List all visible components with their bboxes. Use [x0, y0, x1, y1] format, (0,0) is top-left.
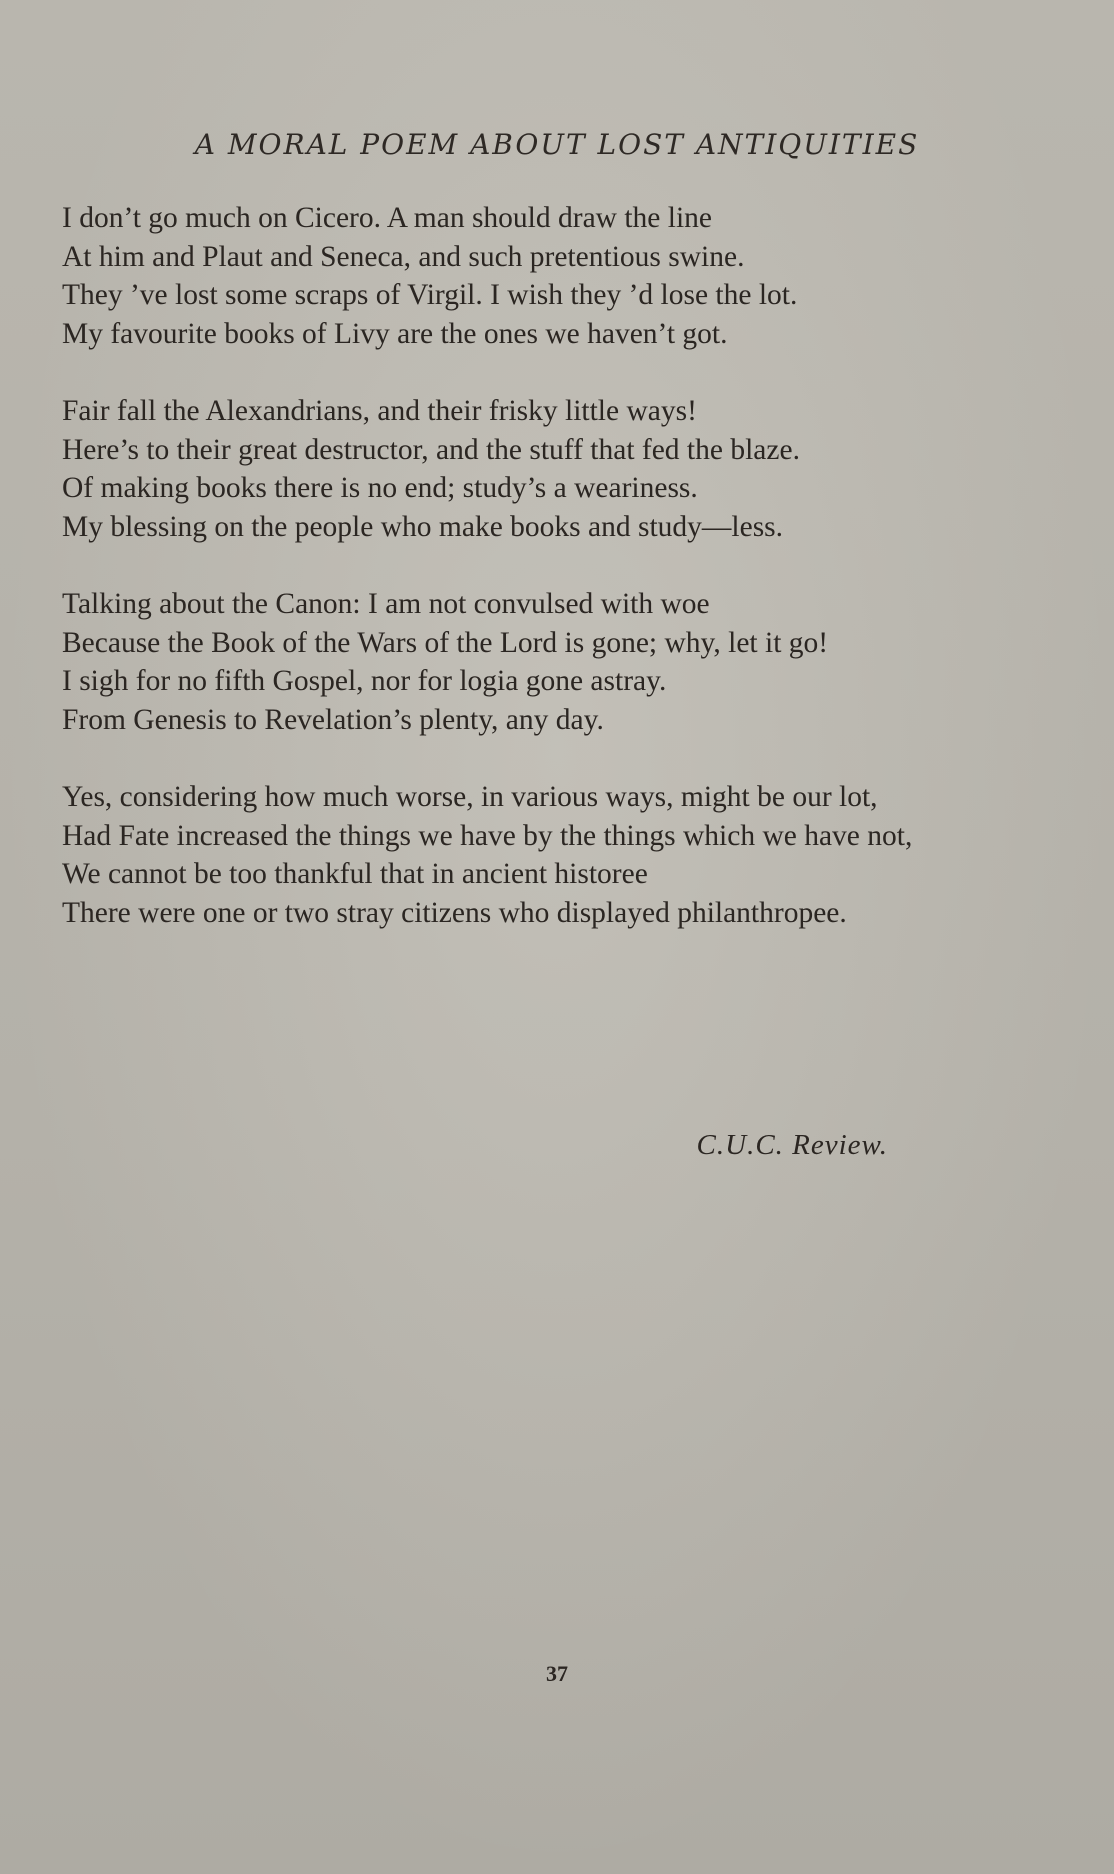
poem-title: A MORAL POEM ABOUT LOST ANTIQUITIES: [194, 128, 920, 161]
poem-line: Of making books there is no end; study’s a weariness.: [62, 472, 698, 504]
poem-line: My blessing on the people who make books and study—less.: [62, 510, 784, 543]
poem-line: At him and Plaut and Seneca, and such pretentious swine.: [62, 240, 745, 273]
poem-line: From Genesis to Revelation’s plenty, any day.: [62, 703, 604, 736]
poem-line: There were one or two stray citizens who displayed philanthropee.: [62, 896, 847, 929]
poem-line: Had Fate increased the things we have by the things which we have not,: [62, 819, 913, 852]
poem-line: I don’t go much on Cicero. A man should draw the line: [62, 202, 712, 234]
stanza-3: [62, 585, 952, 739]
stanza-4: [62, 778, 952, 932]
stanza-1: [62, 199, 952, 353]
poem-body: [62, 199, 952, 971]
poem-line: Here’s to their great destructor, and the stuff that fed the blaze.: [62, 433, 800, 466]
poem-line: My favourite books of Livy are the ones we haven’t got.: [62, 317, 728, 350]
attribution: C.U.C. Review.: [696, 1129, 888, 1161]
poem-line: They ’ve lost some scraps of Virgil. I wish they ’d lose the lot.: [62, 279, 798, 311]
stanza-2: [62, 392, 952, 546]
poem-line: Because the Book of the Wars of the Lord is gone; why, let it go!: [62, 626, 829, 659]
poem-line: Fair fall the Alexandrians, and their frisky little ways!: [62, 395, 697, 427]
poem-line: Yes, considering how much worse, in various ways, might be our lot,: [62, 781, 878, 813]
poem-line: Talking about the Canon: I am not convulsed with woe: [62, 588, 710, 620]
poem-line: We cannot be too thankful that in ancient historee: [62, 858, 648, 890]
poem-line: I sigh for no fifth Gospel, nor for logia gone astray.: [62, 665, 667, 697]
page-number: 37: [546, 1661, 568, 1686]
